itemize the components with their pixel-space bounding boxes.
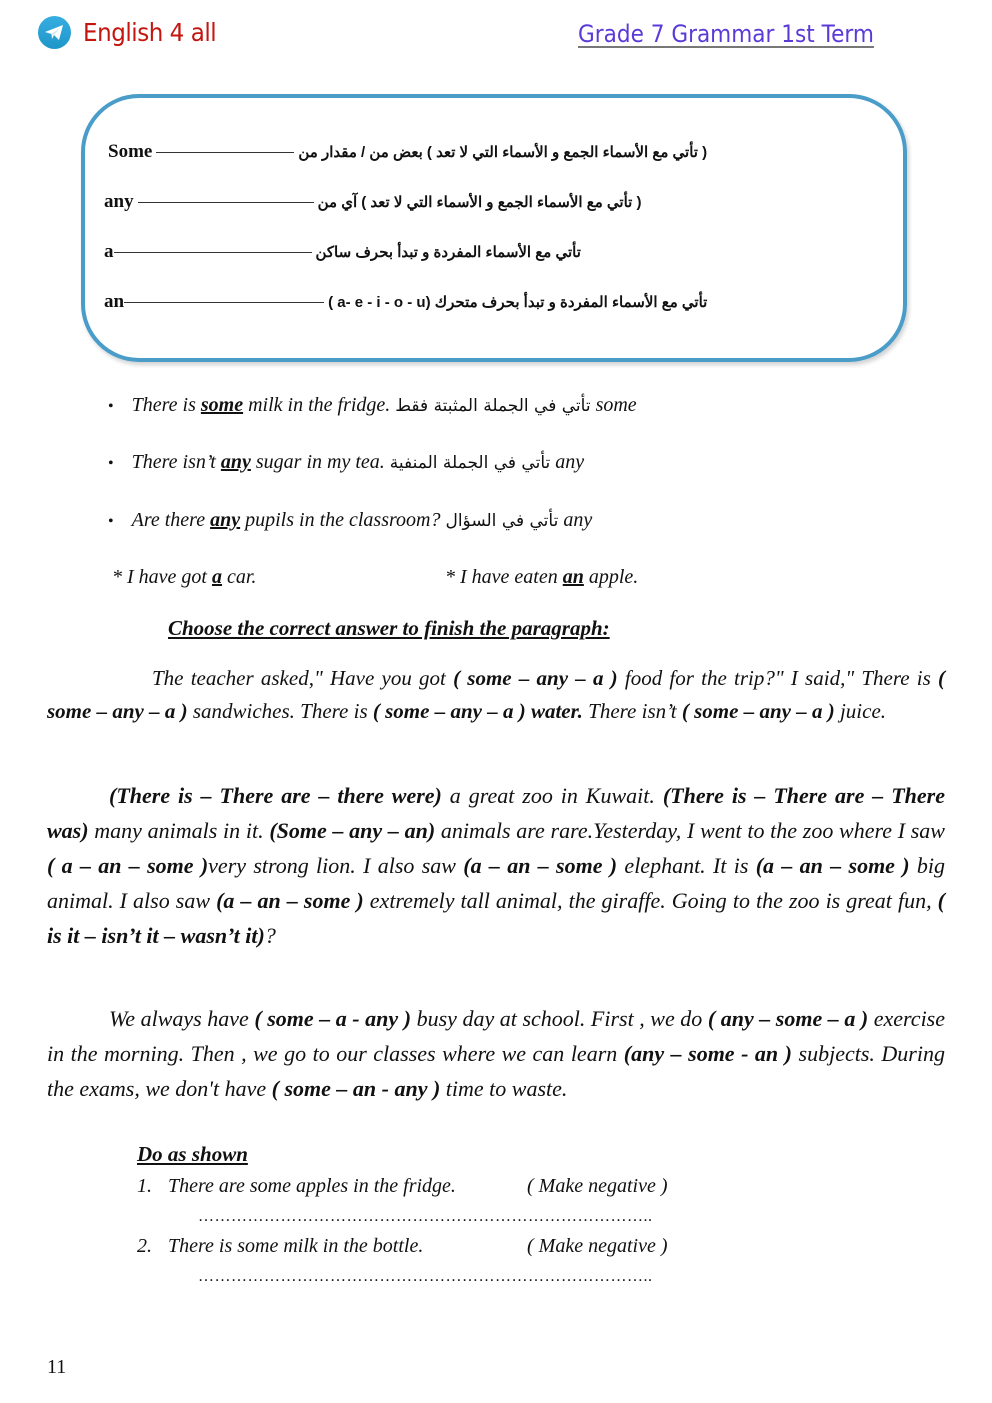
do-as-shown-title: Do as shown xyxy=(137,1142,248,1166)
answer-choices[interactable]: ( some – any – a ) xyxy=(681,699,835,723)
example-a: * I have got a car. xyxy=(112,566,257,588)
key-word: an xyxy=(562,566,584,588)
rule-word: an xyxy=(104,291,125,312)
paragraph-text: subjects. During the exams, we don't have xyxy=(47,1041,945,1101)
rule-arabic: تأتي مع الأسماء المفردة و تبدأ بحرف ساكن xyxy=(315,244,581,261)
paragraph-text: elephant. It is xyxy=(617,853,756,878)
paragraph-text: animals are rare.Yesterday, I went to the zoo where I saw xyxy=(435,818,945,843)
arabic-note: تأتي في السؤال xyxy=(445,511,559,531)
answer-choices[interactable]: ( some – an - any ) xyxy=(271,1076,441,1101)
bullet-dot: • xyxy=(108,455,114,472)
answer-choices[interactable]: ( some – a - any ) xyxy=(254,1006,412,1031)
brand-header xyxy=(38,16,228,49)
paragraph-text: very strong lion. I also saw xyxy=(208,853,464,878)
question-hint: ( Make negative ) xyxy=(527,1175,668,1197)
question-2: 2. There is some milk in the bottle. ( Make negative ) xyxy=(137,1235,668,1257)
answer-choices[interactable]: ( some – any – a ) xyxy=(47,666,945,723)
arabic-note: تأتي في الجملة المنفية xyxy=(389,453,551,473)
rule-arabic: ( تأتي مع الأسماء الجمع و الأسماء التي لا تعد ) بعض من / مقدار من xyxy=(298,144,708,161)
paragraph-text: extremely tall animal, the giraffe. Going to the zoo is great fun, xyxy=(363,888,938,913)
bullet-dot: • xyxy=(108,513,114,530)
answer-choices[interactable]: ( is it – isn’t it – wasn’t it) xyxy=(47,888,945,948)
paragraph-text: We always have xyxy=(109,1006,255,1031)
paragraph-text: The teacher asked," Have you got xyxy=(152,666,454,690)
paragraph-text: busy day at school. First , we do xyxy=(411,1006,708,1031)
answer-choices[interactable]: (There is – There are – there were) xyxy=(109,783,442,808)
page-number: 11 xyxy=(47,1356,67,1378)
paragraph-3 xyxy=(47,1001,945,1106)
answer-choices[interactable]: (any – some - an ) xyxy=(623,1041,793,1066)
rule-word: Some xyxy=(108,141,153,162)
answer-choices[interactable]: (There is – There are – There was) xyxy=(47,783,945,843)
answer-choices[interactable]: (a – an – some ) xyxy=(463,853,618,878)
paragraph-text: many animals in it. xyxy=(88,818,270,843)
paragraph-text: sandwiches. There is xyxy=(187,699,373,723)
exercise-instruction: Choose the correct answer to finish the paragraph: xyxy=(168,616,610,640)
paragraph-text: food for the trip?" I said," There is xyxy=(617,666,938,690)
answer-choices[interactable]: ( any – some – a ) xyxy=(707,1006,869,1031)
usage-bullet: • There is some milk in the fridge. تأتي في الجملة المثبتة فقط some xyxy=(108,394,637,416)
paragraph-text: ? xyxy=(264,923,276,948)
answer-choices[interactable]: ( some – any – a ) xyxy=(453,666,618,690)
arabic-note: تأتي في الجملة المثبتة فقط xyxy=(395,396,591,416)
example-an: * I have eaten an apple. xyxy=(445,566,639,588)
paragraph-text: juice. xyxy=(834,699,887,723)
usage-bullet: • There isn’t any sugar in my tea. تأتي في الجملة المنفية any xyxy=(108,451,585,473)
rule-row-any xyxy=(104,191,641,213)
question-1: 1. There are some apples in the fridge. ( Make negative ) xyxy=(137,1175,668,1197)
answer-choices[interactable]: (a – an – some ) xyxy=(216,888,364,913)
rule-row-some xyxy=(108,141,707,163)
rule-line xyxy=(156,152,294,153)
paragraph-text: There isn’t xyxy=(582,699,682,723)
rule-word: a xyxy=(104,241,114,262)
page-title[interactable]: Grade 7 Grammar 1st Term xyxy=(578,20,874,48)
rule-row-an xyxy=(104,291,707,313)
rule-row-a xyxy=(104,241,581,263)
question-hint: ( Make negative ) xyxy=(527,1235,668,1257)
rule-arabic: تأتي مع الأسماء المفردة و تبدأ بحرف متحرك (a- e - i - o - u ) xyxy=(328,294,708,311)
answer-choices[interactable]: (Some – any – an) xyxy=(269,818,436,843)
key-word: any xyxy=(210,509,241,531)
answer-choices[interactable]: ( some – any – a ) water. xyxy=(372,699,583,723)
rule-word: any xyxy=(104,191,134,212)
key-word: some xyxy=(200,394,244,416)
usage-bullet: • Are there any pupils in the classroom? تأتي في السؤال any xyxy=(108,509,593,531)
paragraph-text: a great zoo in Kuwait. xyxy=(441,783,663,808)
answer-line-1[interactable]: ……………………………………………………………………….. xyxy=(198,1208,653,1225)
answer-choices[interactable]: (a – an – some ) xyxy=(755,853,910,878)
paragraph-text: time to waste. xyxy=(440,1076,568,1101)
rule-line xyxy=(138,202,314,203)
rules-box xyxy=(81,94,907,362)
rule-line xyxy=(124,302,324,303)
rule-arabic: ( تأتي مع الأسماء الجمع و الأسماء التي لا تعد ) آي من xyxy=(317,194,642,211)
key-word: any xyxy=(220,451,251,473)
bullet-dot: • xyxy=(108,398,114,415)
brand-name: English 4 all xyxy=(83,18,217,47)
paragraph-text: exercise in the morning. Then , we go to our classes where we can learn xyxy=(47,1006,946,1066)
key-word: a xyxy=(211,566,222,588)
rule-line xyxy=(114,252,312,253)
answer-line-2[interactable]: ……………………………………………………………………….. xyxy=(198,1268,653,1285)
paragraph-2 xyxy=(47,778,945,953)
answer-choices[interactable]: ( a – an – some ) xyxy=(47,853,209,878)
paragraph-1 xyxy=(47,662,945,728)
telegram-icon[interactable] xyxy=(38,16,71,49)
paragraph-text: big animal. I also saw xyxy=(47,853,946,913)
